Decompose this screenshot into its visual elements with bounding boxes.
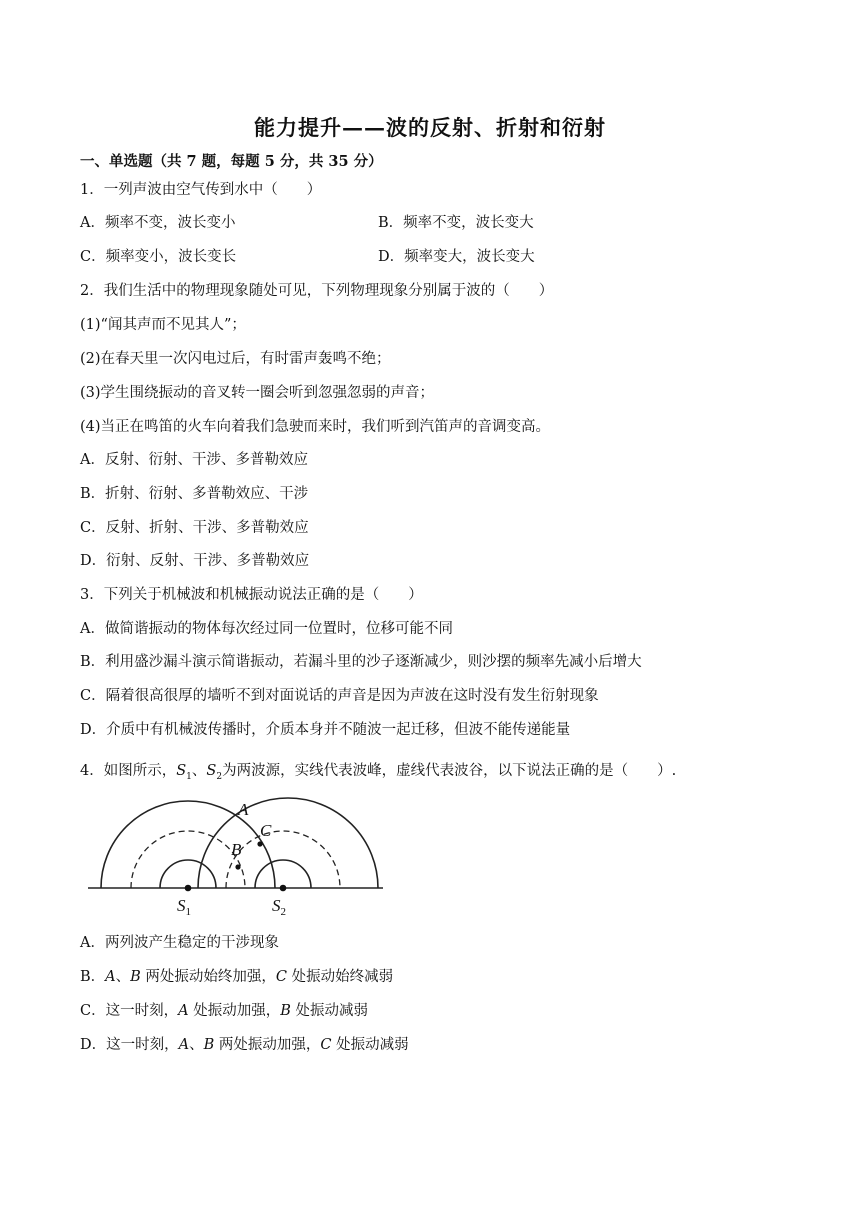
q3-option-b: B．利用盛沙漏斗演示简谐振动，若漏斗里的沙子逐渐减少，则沙摆的频率先减小后增大 [80,654,642,670]
q4-separator: 、 [191,763,207,779]
q4-b-post: 处振动始终减弱 [287,969,394,985]
q4-stem [80,761,676,787]
q1-option-b: B．频率不变，波长变大 [378,215,534,231]
s2-crest-inner [255,860,311,888]
q1-option-a: A．频率不变，波长变小 [80,215,236,231]
q2-option-b: B．折射、衍射、多普勒效应、干涉 [80,486,309,502]
q4-d-pre: D．这一时刻， [80,1037,179,1053]
q4-option-b [80,967,393,987]
q4-d-mid1: 、 [189,1037,204,1053]
q2-item-4: (4)当正在鸣笛的火车向着我们急驶而来时，我们听到汽笛声的音调变高。 [80,419,551,435]
q4-s2-symbol: S [206,763,217,779]
label-c: C [260,821,272,840]
page-title: 能力提升——波的反射、折射和衍射 [254,115,606,140]
q4-d-var-a: A [178,1037,190,1053]
s1-crest-inner [160,860,216,888]
q4-c-pre: C．这一时刻， [80,1003,179,1019]
label-s1 [177,896,191,918]
q3-option-c: C．隔着很高很厚的墙听不到对面说话的声音是因为声波在这时没有发生衍射现象 [80,688,599,704]
label-s2 [272,896,286,918]
q2-item-2: (2)在春天里一次闪电过后，有时雷声轰鸣不绝； [80,351,391,367]
q4-b-var-c: C [275,969,288,985]
q4-option-a: A．两列波产生稳定的干涉现象 [80,935,279,951]
q4-c-post: 处振动减弱 [290,1003,368,1019]
q2-option-a: A．反射、衍射、干涉、多普勒效应 [80,452,308,468]
label-s2-letter: S [272,896,281,915]
label-a: A [238,800,249,819]
q4-b-var-b: B [130,969,141,985]
q4-b-var-a: A [105,969,116,985]
wave-interference-figure [88,785,388,920]
label-s1-letter: S [177,896,186,915]
q4-d-var-c: C [320,1037,332,1053]
q4-s2-subscript: 2 [216,771,223,782]
q4-b-mid1: 、 [115,969,131,985]
q4-b-pre: B． [80,969,106,985]
q4-d-post: 处振动减弱 [331,1037,409,1053]
section-heading: 一、单选题（共 7 题，每题 5 分，共 35 分） [80,153,383,170]
q1-option-c: C．频率变小，波长变长 [80,249,237,265]
q4-stem-post: 为两波源，实线代表波峰，虚线代表波谷，以下说法正确的是（ ）. [222,763,677,779]
source-s1-dot [185,885,192,892]
q4-s1-symbol: S [176,763,187,779]
q4-d-mid2: 两处振动加强， [214,1037,321,1053]
q2-option-c: C．反射、折射、干涉、多普勒效应 [80,520,309,536]
q3-stem: 3．下列关于机械波和机械振动说法正确的是（ ） [80,587,423,603]
q4-b-mid2: 两处振动始终加强， [140,969,276,985]
s2-crest-outer [198,798,378,888]
q4-d-var-b: B [203,1037,215,1053]
q2-option-d: D．衍射、反射、干涉、多普勒效应 [80,553,310,569]
q4-c-mid: 处振动加强， [188,1003,281,1019]
q4-option-c [80,1001,368,1021]
s1-crest-outer [101,801,275,888]
label-s1-sub: 1 [185,906,191,918]
q4-c-var-a: A [178,1003,189,1019]
label-s2-sub: 2 [280,906,286,918]
q3-option-a: A．做简谐振动的物体每次经过同一位置时，位移可能不同 [80,621,453,637]
q1-option-d: D．频率变大，波长变大 [378,249,535,265]
point-c-dot [257,841,262,846]
q2-item-1: (1)“闻其声而不见其人”； [80,317,246,333]
q4-stem-pre: 4．如图所示， [80,763,177,779]
q1-stem: 1．一列声波由空气传到水中（ ） [80,182,322,198]
q4-c-var-b: B [280,1003,291,1019]
source-s2-dot [280,885,287,892]
q4-option-d [80,1035,409,1055]
label-b: B [231,840,242,859]
q2-item-3: (3)学生围绕振动的音叉转一圈会听到忽强忽弱的声音； [80,385,435,401]
q4-s1-subscript: 1 [186,771,192,782]
point-b-dot [235,864,240,869]
q3-option-d: D．介质中有机械波传播时，介质本身并不随波一起迁移，但波不能传递能量 [80,722,571,738]
q2-stem: 2．我们生活中的物理现象随处可见，下列物理现象分别属于波的（ ） [80,283,554,299]
